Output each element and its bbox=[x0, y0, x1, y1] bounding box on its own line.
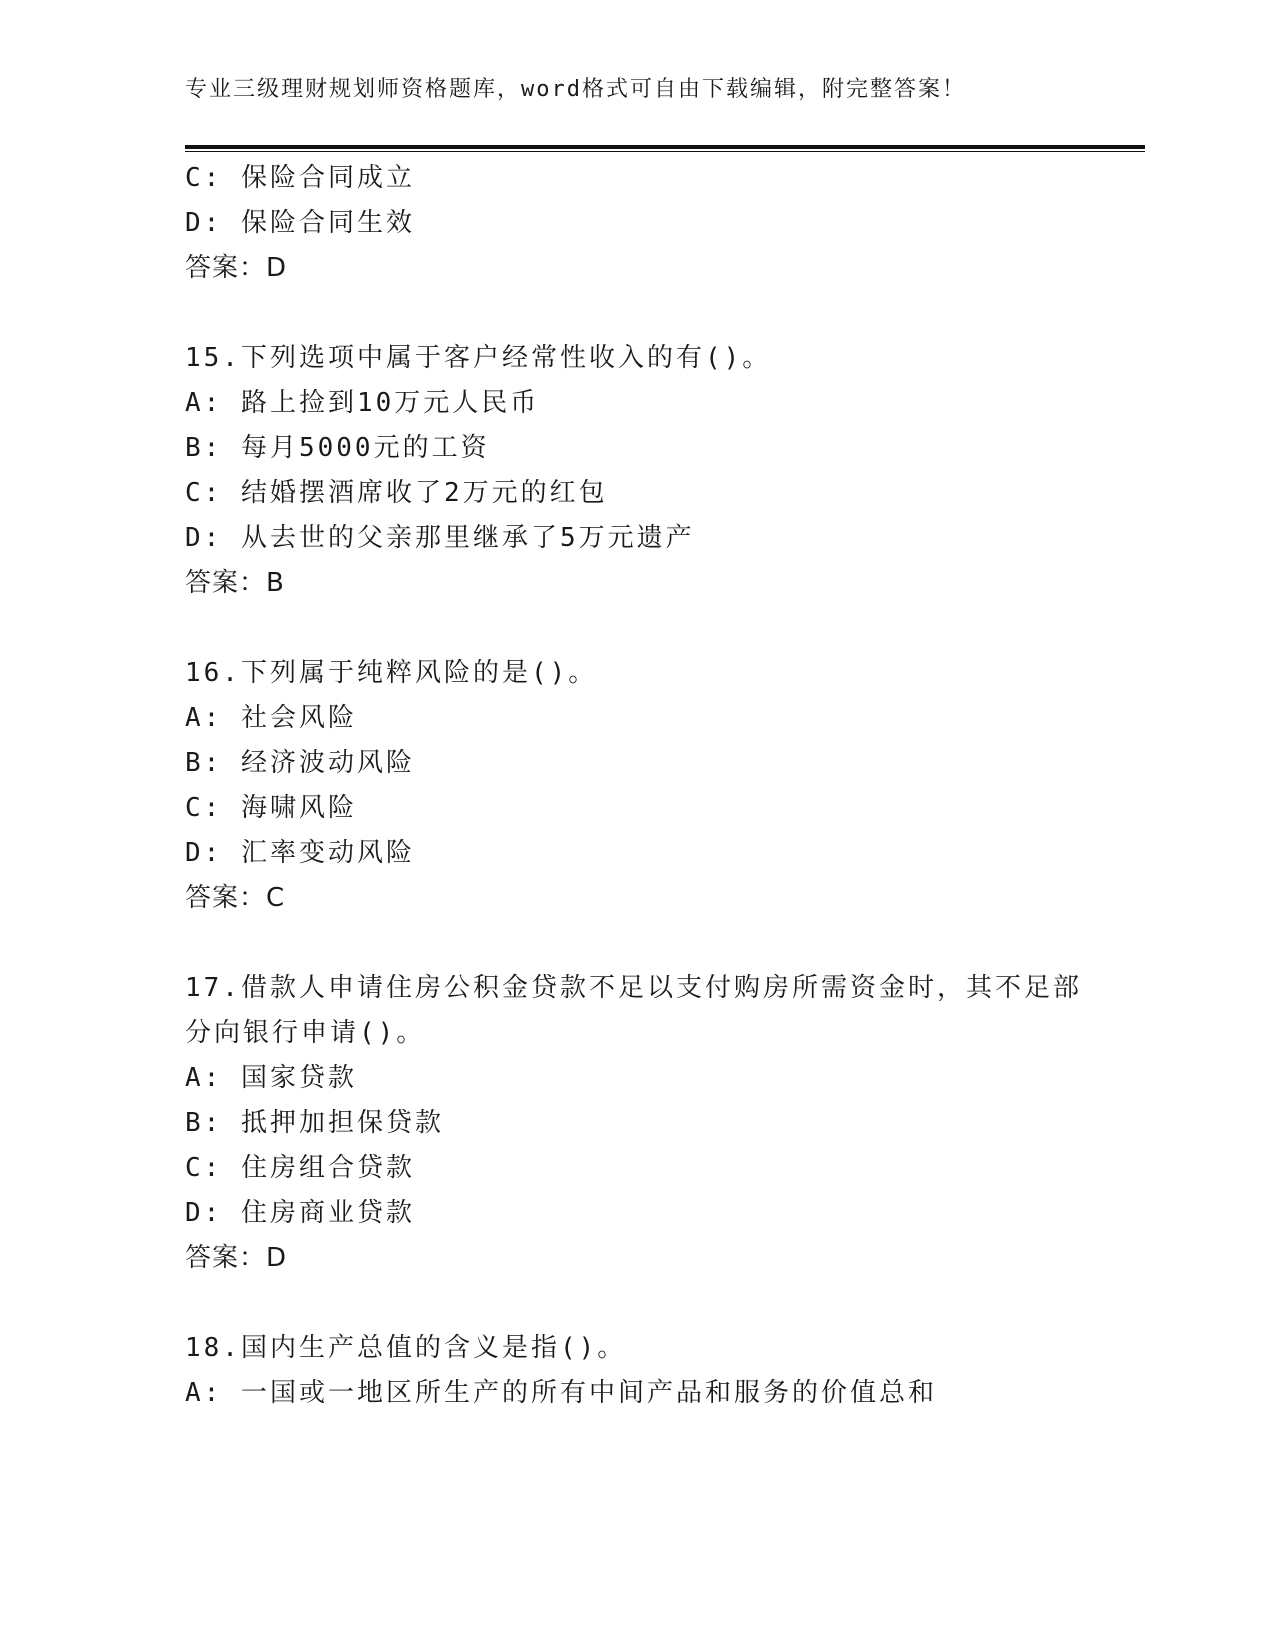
q17-question-cont: 分向银行申请()。 bbox=[185, 1018, 426, 1048]
q17-answer: 答案：D bbox=[185, 1243, 288, 1273]
q15-option-d: D: 从去世的父亲那里继承了5万元遗产 bbox=[185, 523, 695, 553]
q18-option-a: A: 一国或一地区所生产的所有中间产品和服务的价值总和 bbox=[185, 1378, 937, 1408]
q15-option-a: A: 路上捡到10万元人民币 bbox=[185, 388, 540, 418]
q16-option-c: C: 海啸风险 bbox=[185, 793, 357, 823]
header-rule-thin bbox=[185, 151, 1145, 152]
q18-question: 18.国内生产总值的含义是指()。 bbox=[185, 1333, 627, 1363]
header-rule-thick bbox=[185, 145, 1145, 149]
spacer bbox=[185, 606, 1085, 651]
spacer bbox=[185, 291, 1085, 336]
q15-option-c: C: 结婚摆酒席收了2万元的红包 bbox=[185, 478, 608, 508]
q14-option-d: D: 保险合同生效 bbox=[185, 208, 415, 238]
q16-option-b: B: 经济波动风险 bbox=[185, 748, 415, 778]
q15-answer: 答案：B bbox=[185, 568, 285, 598]
q16-option-d: D: 汇率变动风险 bbox=[185, 838, 415, 868]
q15-question: 15.下列选项中属于客户经常性收入的有()。 bbox=[185, 343, 772, 373]
q16-answer: 答案：C bbox=[185, 883, 286, 913]
q17-option-d: D: 住房商业贷款 bbox=[185, 1198, 415, 1228]
q17-option-b: B: 抵押加担保贷款 bbox=[185, 1108, 444, 1138]
spacer bbox=[185, 1281, 1085, 1326]
q14-option-c: C: 保险合同成立 bbox=[185, 163, 415, 193]
question-content bbox=[185, 156, 1085, 1416]
q17-option-c: C: 住房组合贷款 bbox=[185, 1153, 415, 1183]
q17-option-a: A: 国家贷款 bbox=[185, 1063, 357, 1093]
q16-option-a: A: 社会风险 bbox=[185, 703, 357, 733]
q15-option-b: B: 每月5000元的工资 bbox=[185, 433, 490, 463]
spacer bbox=[185, 921, 1085, 966]
page-header: 专业三级理财规划师资格题库，word格式可自由下载编辑，附完整答案！ bbox=[185, 77, 966, 102]
q14-answer: 答案：D bbox=[185, 253, 288, 283]
q16-question: 16.下列属于纯粹风险的是()。 bbox=[185, 658, 598, 688]
q17-question: 17.借款人申请住房公积金贷款不足以支付购房所需资金时，其不足部 bbox=[185, 973, 1082, 1003]
